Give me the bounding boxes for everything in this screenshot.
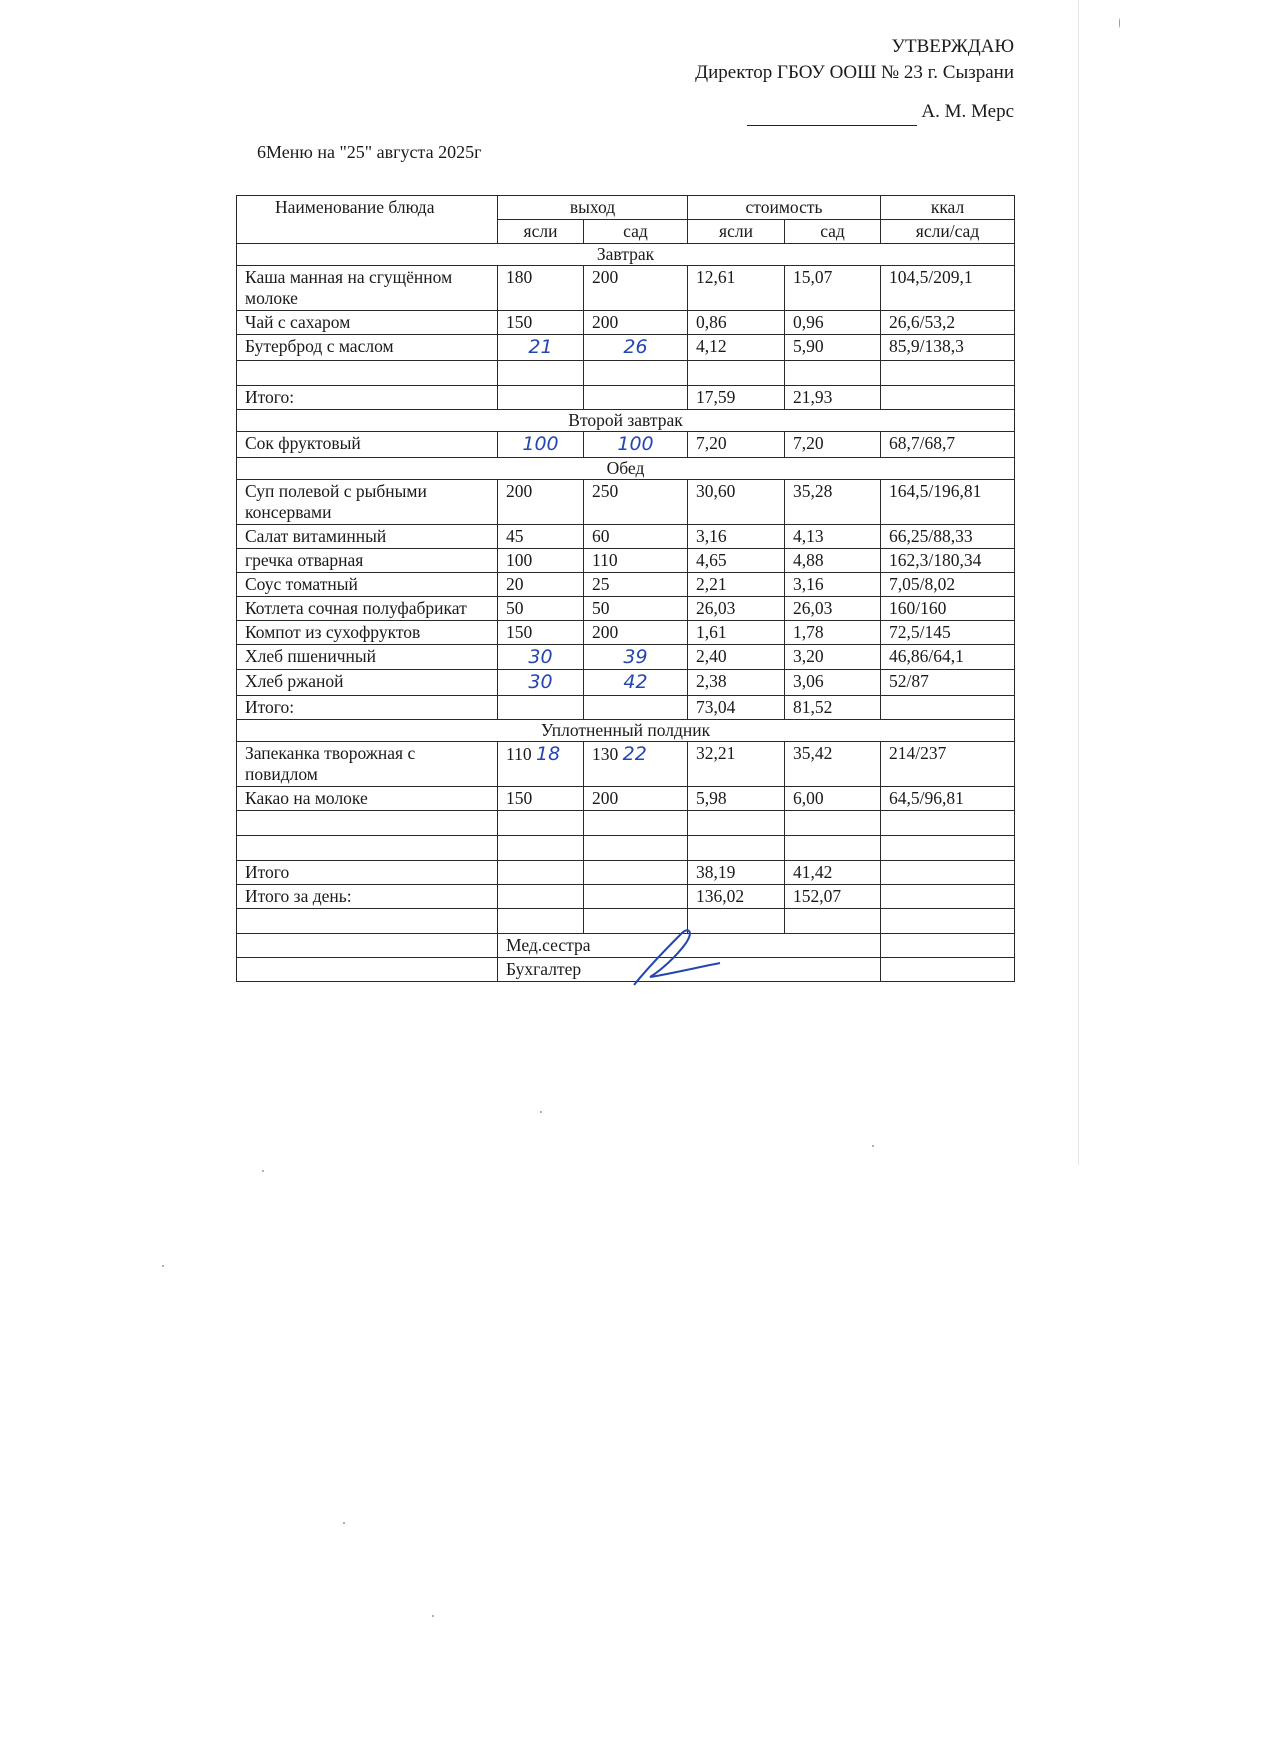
empty-cell: [498, 385, 584, 409]
subheader-kcal: ясли/сад: [881, 220, 1015, 244]
section-title: Завтрак: [237, 244, 1015, 266]
table-row: [237, 596, 1015, 620]
kcal: 26,6/53,2: [881, 311, 1015, 335]
output-kindergarten: 250: [584, 479, 688, 524]
dish-name: Соус томатный: [237, 572, 498, 596]
cost-kindergarten: 4,13: [785, 524, 881, 548]
empty-cell: [584, 696, 688, 720]
total-cost-nursery: 17,59: [688, 385, 785, 409]
empty-cell: [584, 811, 688, 836]
total-row: [237, 385, 1015, 409]
table-row: [237, 742, 1015, 787]
empty-row: [237, 811, 1015, 836]
table-row: [237, 524, 1015, 548]
empty-cell: [584, 885, 688, 909]
dish-name: Запеканка творожная с повидлом: [237, 742, 498, 787]
section-row: [237, 720, 1015, 742]
output-kindergarten: 200: [584, 266, 688, 311]
kcal: 104,5/209,1: [881, 266, 1015, 311]
section-row: [237, 409, 1015, 431]
output-kindergarten: 200: [584, 787, 688, 811]
scan-mark: [872, 1145, 874, 1147]
empty-cell: [881, 811, 1015, 836]
output-kindergarten: 130: [592, 744, 619, 765]
menu-title: 6Меню на "25" августа 2025г: [257, 142, 482, 162]
signature-blank: [747, 99, 917, 126]
empty-cell: [881, 958, 1015, 982]
cost-kindergarten: 0,96: [785, 311, 881, 335]
total-cost-kindergarten: 41,42: [785, 861, 881, 885]
day-total-cost-nursery: 136,02: [688, 885, 785, 909]
kcal: 164,5/196,81: [881, 479, 1015, 524]
kcal: 160/160: [881, 596, 1015, 620]
output-kindergarten-handwritten: 26: [584, 335, 688, 361]
empty-cell: [584, 385, 688, 409]
total-row: [237, 696, 1015, 720]
cost-nursery: 3,16: [688, 524, 785, 548]
cost-kindergarten: 35,42: [785, 742, 881, 787]
table-row: [237, 644, 1015, 670]
empty-cell: [237, 360, 498, 385]
empty-cell: [237, 934, 498, 958]
scan-mark: [343, 1522, 345, 1524]
output-kindergarten-handwritten: 100: [584, 431, 688, 457]
empty-cell: [498, 696, 584, 720]
table-header-row: [237, 196, 1015, 220]
cost-kindergarten: 3,16: [785, 572, 881, 596]
empty-cell: [785, 811, 881, 836]
table-row: [237, 311, 1015, 335]
subheader-cost-kindergarten: сад: [785, 220, 881, 244]
dish-name: Какао на молоке: [237, 787, 498, 811]
header-cost: стоимость: [688, 196, 881, 220]
empty-cell: [881, 360, 1015, 385]
cost-kindergarten: 3,20: [785, 644, 881, 670]
empty-cell: [881, 836, 1015, 861]
empty-cell: [881, 909, 1015, 934]
output-kindergarten-handwritten: 39: [584, 644, 688, 670]
scan-mark: [432, 1615, 434, 1617]
cost-nursery: 0,86: [688, 311, 785, 335]
subheader-output-kindergarten: сад: [584, 220, 688, 244]
output-nursery: 150: [498, 311, 584, 335]
dish-name: Хлеб ржаной: [237, 670, 498, 696]
output-kindergarten: 60: [584, 524, 688, 548]
scan-mark: [162, 1265, 164, 1267]
empty-cell: [881, 934, 1015, 958]
header-dish: Наименование блюда: [237, 196, 498, 244]
output-kindergarten: 200: [584, 311, 688, 335]
empty-cell: [498, 885, 584, 909]
total-row: [237, 861, 1015, 885]
empty-row: [237, 360, 1015, 385]
cost-kindergarten: 1,78: [785, 620, 881, 644]
output-nursery: 50: [498, 596, 584, 620]
section-title: Уплотненный полдник: [237, 720, 1015, 742]
output-nursery: 150: [498, 787, 584, 811]
cost-nursery: 2,21: [688, 572, 785, 596]
cost-kindergarten: 7,20: [785, 431, 881, 457]
day-total-row: [237, 885, 1015, 909]
output-kindergarten-handwritten: 42: [584, 670, 688, 696]
kcal: 214/237: [881, 742, 1015, 787]
table-row: [237, 335, 1015, 361]
output-nursery: 100: [498, 548, 584, 572]
empty-cell: [881, 885, 1015, 909]
header-kcal: ккал: [881, 196, 1015, 220]
cost-kindergarten: 3,06: [785, 670, 881, 696]
cost-nursery: 7,20: [688, 431, 785, 457]
cost-nursery: 4,65: [688, 548, 785, 572]
dish-name: Котлета сочная полуфабрикат: [237, 596, 498, 620]
approve-position: Директор ГБОУ ООШ № 23 г. Сызрани: [695, 61, 1014, 83]
empty-cell: [881, 861, 1015, 885]
empty-cell: [237, 958, 498, 982]
scan-mark: [262, 1170, 264, 1172]
table-row: [237, 572, 1015, 596]
kcal: 7,05/8,02: [881, 572, 1015, 596]
section-title: Обед: [237, 457, 1015, 479]
output-nursery: 110: [506, 744, 532, 765]
empty-cell: [584, 360, 688, 385]
empty-cell: [785, 836, 881, 861]
scan-mark: [540, 1111, 542, 1113]
day-total-cost-kindergarten: 152,07: [785, 885, 881, 909]
empty-cell: [688, 811, 785, 836]
empty-cell: [785, 360, 881, 385]
empty-cell: [237, 811, 498, 836]
cost-kindergarten: 5,90: [785, 335, 881, 361]
cost-kindergarten: 6,00: [785, 787, 881, 811]
output-nursery-handwritten: 100: [498, 431, 584, 457]
output-nursery-handwritten: 21: [498, 335, 584, 361]
output-kindergarten: 110: [584, 548, 688, 572]
empty-cell: [237, 909, 498, 934]
total-label: Итого:: [237, 385, 498, 409]
cost-nursery: 12,61: [688, 266, 785, 311]
nurse-label: Мед.сестра: [498, 934, 881, 958]
table-row: [237, 548, 1015, 572]
empty-cell: [584, 861, 688, 885]
approve-title: УТВЕРЖДАЮ: [891, 36, 1014, 57]
section-title: Второй завтрак: [237, 409, 1015, 431]
empty-cell: [498, 360, 584, 385]
subheader-cost-nursery: ясли: [688, 220, 785, 244]
section-row: [237, 457, 1015, 479]
output-kindergarten: 200: [584, 620, 688, 644]
empty-cell: [498, 836, 584, 861]
cost-nursery: 1,61: [688, 620, 785, 644]
total-cost-nursery: 73,04: [688, 696, 785, 720]
cost-nursery: 32,21: [688, 742, 785, 787]
table-row: [237, 479, 1015, 524]
kcal: 72,5/145: [881, 620, 1015, 644]
subheader-output-nursery: ясли: [498, 220, 584, 244]
approve-signature-line: [695, 99, 1014, 126]
output-kindergarten: 25: [584, 572, 688, 596]
cost-nursery: 2,38: [688, 670, 785, 696]
empty-cell: [498, 861, 584, 885]
output-nursery-handwritten: 18: [535, 743, 561, 766]
table-row: [237, 620, 1015, 644]
approval-block: [695, 34, 1014, 126]
cost-nursery: 5,98: [688, 787, 785, 811]
output-nursery: 180: [498, 266, 584, 311]
total-cost-nursery: 38,19: [688, 861, 785, 885]
dish-name: Компот из сухофруктов: [237, 620, 498, 644]
empty-cell: [498, 909, 584, 934]
table-row: [237, 787, 1015, 811]
empty-cell: [688, 836, 785, 861]
output-kindergarten-handwritten: 22: [622, 743, 647, 766]
day-total-label: Итого за день:: [237, 885, 498, 909]
dish-name: Суп полевой с рыбными консервами: [237, 479, 498, 524]
dish-name: Каша манная на сгущённом молоке: [237, 266, 498, 311]
cost-nursery: 2,40: [688, 644, 785, 670]
kcal: 85,9/138,3: [881, 335, 1015, 361]
total-label: Итого:: [237, 696, 498, 720]
cost-nursery: 4,12: [688, 335, 785, 361]
accountant-label: Бухгалтер: [498, 958, 881, 982]
cost-nursery: 26,03: [688, 596, 785, 620]
table-row: [237, 266, 1015, 311]
table-row: [237, 670, 1015, 696]
empty-row: [237, 836, 1015, 861]
empty-cell: [498, 811, 584, 836]
kcal: 46,86/64,1: [881, 644, 1015, 670]
empty-cell: [688, 360, 785, 385]
approve-name: А. М. Мерс: [921, 101, 1014, 123]
cost-kindergarten: 35,28: [785, 479, 881, 524]
total-cost-kindergarten: 81,52: [785, 696, 881, 720]
output-nursery: 20: [498, 572, 584, 596]
cost-kindergarten: 26,03: [785, 596, 881, 620]
scan-mark: [1119, 18, 1120, 28]
dish-name: Чай с сахаром: [237, 311, 498, 335]
menu-table: [236, 195, 1015, 982]
total-label: Итого: [237, 861, 498, 885]
empty-cell: [881, 385, 1015, 409]
empty-cell: [237, 836, 498, 861]
output-nursery: 45: [498, 524, 584, 548]
dish-name: Салат витаминный: [237, 524, 498, 548]
cost-kindergarten: 15,07: [785, 266, 881, 311]
dish-name: Сок фруктовый: [237, 431, 498, 457]
output-nursery-cell: [498, 742, 584, 787]
kcal: 52/87: [881, 670, 1015, 696]
header-output: выход: [498, 196, 688, 220]
kcal: 162,3/180,34: [881, 548, 1015, 572]
output-nursery-handwritten: 30: [498, 670, 584, 696]
empty-cell: [881, 696, 1015, 720]
table-row: [237, 431, 1015, 457]
kcal: 64,5/96,81: [881, 787, 1015, 811]
section-row: [237, 244, 1015, 266]
total-cost-kindergarten: 21,93: [785, 385, 881, 409]
output-kindergarten: 50: [584, 596, 688, 620]
cost-nursery: 30,60: [688, 479, 785, 524]
output-nursery: 200: [498, 479, 584, 524]
nurse-signature-icon: [620, 925, 730, 995]
cost-kindergarten: 4,88: [785, 548, 881, 572]
output-kindergarten-cell: [584, 742, 688, 787]
empty-cell: [785, 909, 881, 934]
dish-name: гречка отварная: [237, 548, 498, 572]
dish-name: Бутерброд с маслом: [237, 335, 498, 361]
output-nursery-handwritten: 30: [498, 644, 584, 670]
empty-cell: [584, 836, 688, 861]
output-nursery: 150: [498, 620, 584, 644]
dish-name: Хлеб пшеничный: [237, 644, 498, 670]
kcal: 68,7/68,7: [881, 431, 1015, 457]
kcal: 66,25/88,33: [881, 524, 1015, 548]
